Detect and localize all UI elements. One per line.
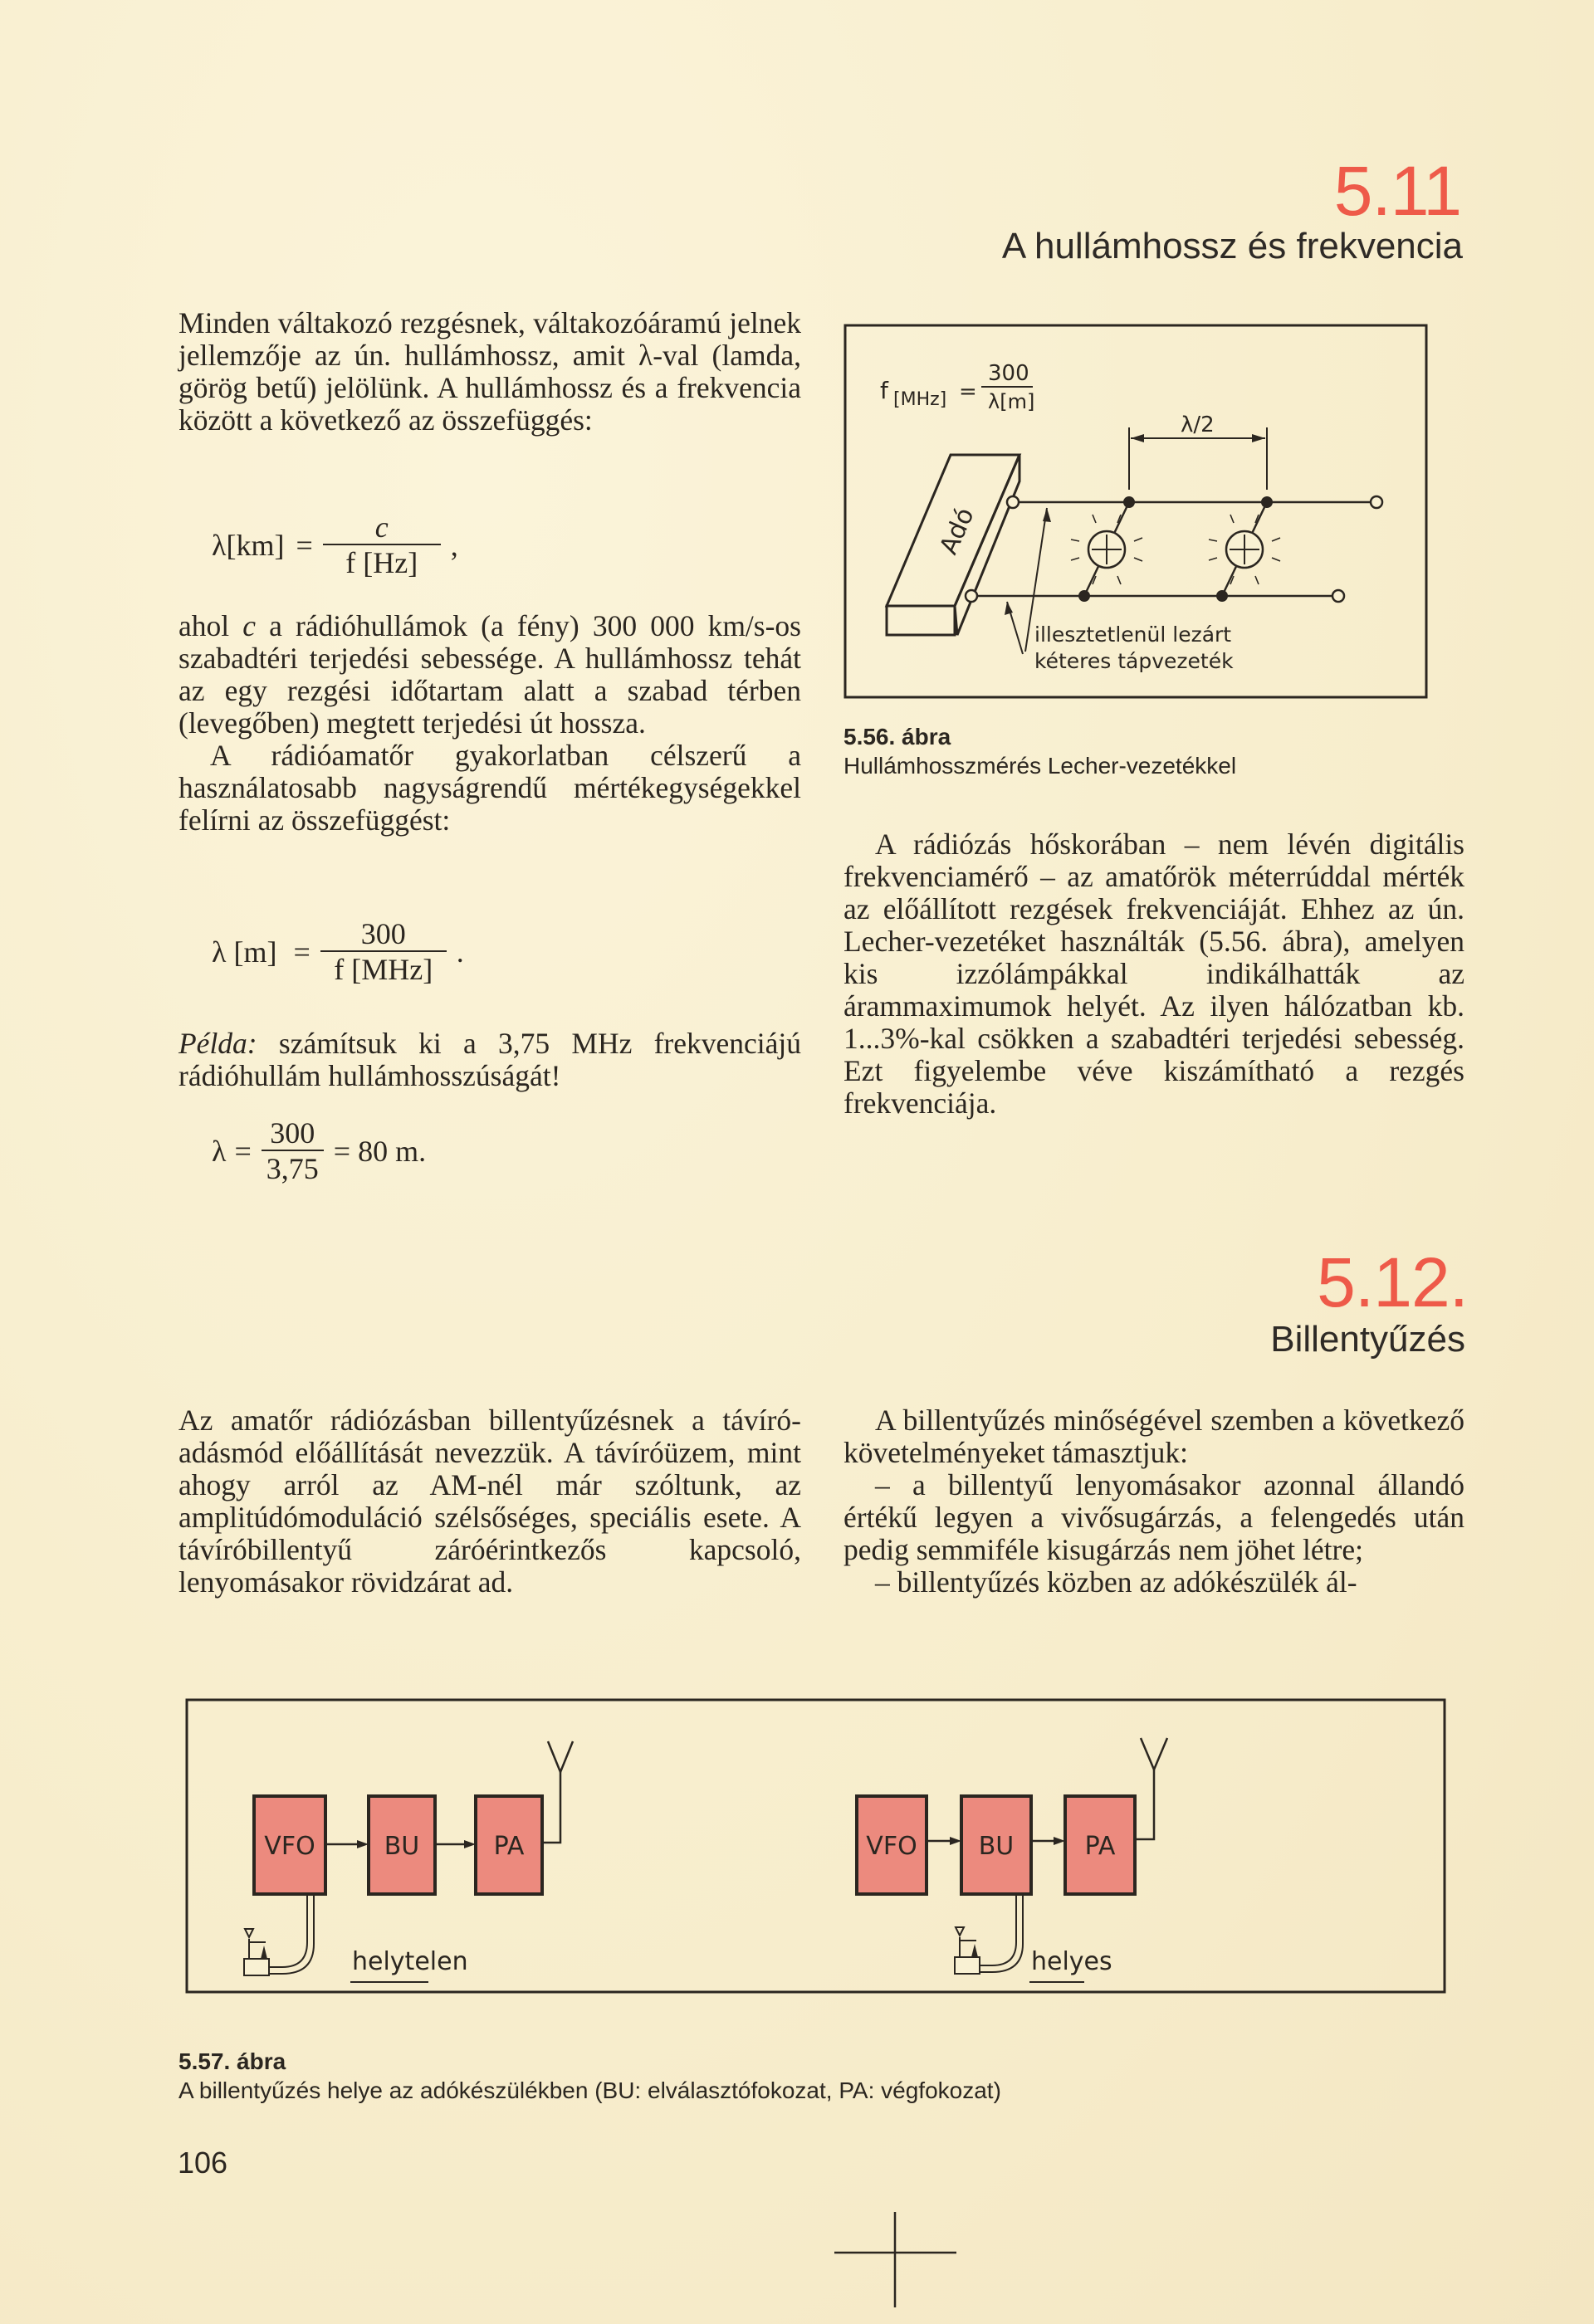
text-span: ahol <box>178 609 243 642</box>
block-label: VFO <box>264 1832 315 1861</box>
example-label: Példa: <box>178 1027 257 1060</box>
formula-denominator: λ[m] <box>988 390 1035 413</box>
formula-tail: , <box>450 529 458 562</box>
annotation-line-1: illesztetlenül lezárt <box>1034 622 1232 647</box>
section-number: 5.11 <box>1333 152 1461 230</box>
section-title: A hullámhossz és frekvencia <box>1001 226 1463 266</box>
antenna-icon <box>548 1741 573 1772</box>
terminal <box>1371 496 1382 508</box>
registration-mark-icon <box>830 2208 963 2307</box>
figure-caption-text: A billentyűzés helye az adókészülékben (BU: elválasztófokozat, PA: végfokozat) <box>178 2077 1001 2103</box>
formula-tail: . <box>456 935 464 969</box>
left-column-keying <box>178 1404 801 1599</box>
antenna-feed <box>1135 1770 1154 1839</box>
example-paragraph <box>178 1028 801 1092</box>
terminal <box>966 590 977 602</box>
fraction <box>323 510 441 580</box>
page-number: 106 <box>178 2146 228 2180</box>
arrowhead <box>464 1840 476 1848</box>
fraction-numerator: 300 <box>360 917 406 950</box>
figure-caption-number: 5.57. ábra <box>178 2048 286 2074</box>
formula-numerator: 300 <box>988 361 1029 386</box>
antenna-icon <box>1141 1738 1167 1770</box>
formula-lhs: λ [m] <box>212 935 277 969</box>
figure-caption-text: Hullámhosszmérés Lecher-vezetékkel <box>843 753 1237 779</box>
block-label: PA <box>493 1832 525 1861</box>
arrowhead <box>1252 434 1265 442</box>
arrowhead <box>1054 1837 1065 1845</box>
left-column-body <box>178 610 801 837</box>
paragraph: A rádióamatőr gyakorlatban célszerű a használatosabb nagyságrendű mértékegységekkel felírni az összefüggést: <box>178 739 801 837</box>
diagram-correct <box>857 1738 1167 1982</box>
block-label: VFO <box>866 1832 917 1861</box>
formula-lhs: λ[km] <box>212 529 285 562</box>
antenna-feed <box>542 1772 560 1843</box>
list-item: – a billentyű lenyomásakor azonnal állandó értékű legyen a vivősugárzás, a felengedés után pedig semmiféle kisugárzás nem jöhet létre; <box>843 1468 1464 1566</box>
fraction <box>262 1116 324 1186</box>
paragraph: A billentyűzés minőségével szemben a következő követelményeket támasztjuk: <box>843 1404 1464 1469</box>
transmitter-box <box>887 455 1019 635</box>
telegraph-key-icon <box>955 1927 980 1974</box>
fraction <box>320 917 447 987</box>
label-correct: helyes <box>1031 1947 1112 1976</box>
fraction-numerator: c <box>374 510 389 544</box>
block-label: BU <box>978 1832 1015 1861</box>
arrowhead <box>1131 434 1144 442</box>
formula-lhs: λ <box>212 1135 227 1168</box>
telegraph-key-icon <box>244 1929 269 1975</box>
fraction-denominator: 3,75 <box>262 1150 324 1186</box>
annotation-line-2: kéteres tápvezeték <box>1034 649 1234 673</box>
figure-lecher-wires <box>839 315 1436 714</box>
formula-equals: = <box>296 529 313 562</box>
transmitter-label: Adó <box>934 503 980 559</box>
lamp-icon <box>1209 496 1280 602</box>
paragraph: Minden váltakozó rezgésnek, váltakozóáramú jelnek jellemzője az ún. hullámhossz, amit λ-val (lamda, görög betű) jelölünk. A hullámhossz és a frekvencia között a következő az összefüggés: <box>178 306 801 437</box>
formula-f: f <box>880 377 888 404</box>
half-wavelength-label: λ/2 <box>1181 413 1215 437</box>
formula-equals: = <box>234 1135 252 1168</box>
paragraph: Az amatőr rádiózásban billentyűzésnek a távíró-adásmód előállítását nevezzük. A távíróüzem, mint ahogy arról az AM-nél már szóltunk, az amplitúdómoduláció szélsőséges, speciális esete. A távíróbillentyű záróérintkezős kapcsoló, lenyomásakor rövidzárat ad. <box>178 1404 801 1599</box>
text-span: a rádióhullámok (a fény) 300 000 km/s-os szabadtéri terjedési sebessége. A hullámhossz tehát az egy rezgési időtartam alatt a szabad térben (levegőben) megtett terjedési út hossza. <box>178 609 801 740</box>
right-column-keying <box>843 1404 1464 1599</box>
block-label: BU <box>384 1832 420 1861</box>
terminal <box>1332 590 1344 602</box>
block-label: PA <box>1084 1832 1116 1861</box>
key-cable <box>269 1894 307 1967</box>
figure-caption-number: 5.56. ábra <box>843 724 951 749</box>
formula-wavelength-km <box>212 510 458 580</box>
list-item: – billentyűzés közben az adókészülék ál- <box>875 1565 1357 1599</box>
fraction-denominator: f [MHz] <box>320 950 447 987</box>
formula-equals: = <box>959 379 977 404</box>
formula-equals: = <box>293 935 310 969</box>
paragraph <box>178 1028 801 1092</box>
label-incorrect: helytelen <box>352 1947 468 1976</box>
paragraph: A rádiózás hőskorában – nem lévén digitális frekvenciamérő – az amatőrök méterrúddal mérték az előállított rezgések frekvenciáját. Ehhez az ún. Lecher-vezetéket használták (5.56. ábra), amelyen kis izzólámpákkal indikálhatták az árammaximumok helyét. Az ilyen hálózatban kb. 1...3%-kal csökken a szabadtéri terjedési sebesség. Ezt figyelembe véve kiszámítható a rezgés frekvenciája. <box>843 828 1464 1120</box>
arrowhead <box>1005 602 1013 615</box>
left-column-intro <box>178 307 801 437</box>
example-text: számítsuk ki a 3,75 MHz frekvenciájú rádióhullám hullámhosszúságát! <box>178 1027 801 1092</box>
arrowhead <box>1043 508 1051 522</box>
section-number: 5.12. <box>1317 1243 1468 1321</box>
diagram-incorrect <box>244 1741 573 1982</box>
right-column-body <box>843 828 1464 1120</box>
arrowhead <box>357 1840 369 1848</box>
fraction-numerator: 300 <box>270 1116 315 1150</box>
formula-result: = 80 m. <box>333 1135 427 1168</box>
section-title: Billentyűzés <box>1270 1319 1465 1360</box>
arrowhead <box>950 1837 961 1845</box>
formula-wavelength-m <box>212 917 464 987</box>
figure-keying-block-diagram <box>183 1693 1461 2000</box>
formula-f-sub: [MHz] <box>893 389 947 410</box>
fraction-denominator: f [Hz] <box>323 544 441 580</box>
symbol-c: c <box>242 609 256 642</box>
lamp-icon <box>1071 496 1142 602</box>
key-cable <box>980 1894 1016 1965</box>
paragraph <box>178 610 801 740</box>
terminal <box>1007 496 1019 508</box>
formula-example <box>212 1116 426 1186</box>
